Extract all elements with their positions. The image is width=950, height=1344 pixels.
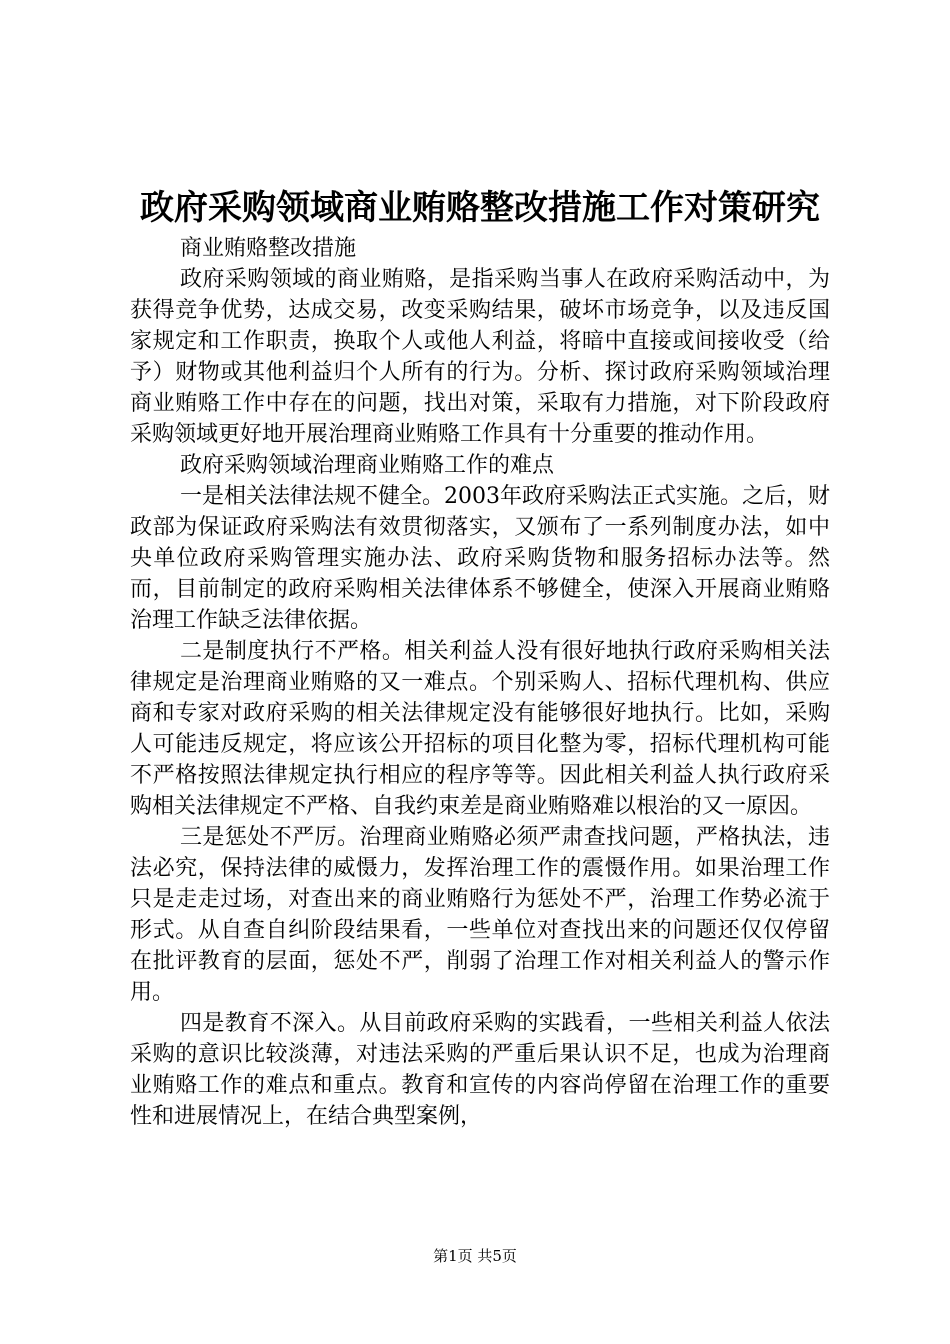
section-heading: 政府采购领域治理商业贿赂工作的难点 [180, 453, 555, 478]
page-footer: 第1页 共5页 [433, 1247, 517, 1265]
document-page [130, 183, 830, 1132]
document-title: 政府采购领域商业贿赂整改措施工作对策研究 [140, 188, 820, 228]
body-paragraph: 三是惩处不严厉。治理商业贿赂必须严肃查找问题，严格执法，违法必究，保持法律的威慑力，发挥治理工作的震慑作用。如果治理工作只是走走过场，对查出来的商业贿赂行为惩处不严，治理工作势必流于形式。从自查自纠阶段结果看，一些单位对查找出来的问题还仅仅停留在批评教育的层面，惩处不严，削弱了治理工作对相关利益人的警示作用。 [130, 825, 830, 1005]
document-body [130, 233, 830, 1132]
body-paragraph: 二是制度执行不严格。相关利益人没有很好地执行政府采购相关法律规定是治理商业贿赂的又一难点。个别采购人、招标代理机构、供应商和专家对政府采购的相关法律规定没有能够很好地执行。比如，采购人可能违反规定，将应该公开招标的项目化整为零，招标代理机构可能不严格按照法律规定执行相应的程序等等。因此相关利益人执行政府采购相关法律规定不严格、自我约束差是商业贿赂难以根治的又一原因。 [130, 639, 830, 819]
body-paragraph: 政府采购领域的商业贿赂，是指采购当事人在政府采购活动中，为获得竞争优势，达成交易，改变采购结果，破坏市场竞争，以及违反国家规定和工作职责，换取个人或他人利益，将暗中直接或间接收受（给予）财物或其他利益归个人所有的行为。分析、探讨政府采购领域治理商业贿赂工作中存在的问题，找出对策，采取有力措施，对下阶段政府采购领域更好地开展治理商业贿赂工作具有十分重要的推动作用。 [130, 267, 830, 447]
body-paragraph: 一是相关法律法规不健全。2003年政府采购法正式实施。之后，财政部为保证政府采购法有效贯彻落实，又颁布了一系列制度办法，如中央单位政府采购管理实施办法、政府采购货物和服务招标办法等。然而，目前制定的政府采购相关法律体系不够健全，使深入开展商业贿赂治理工作缺乏法律依据。 [130, 484, 830, 633]
section-heading: 商业贿赂整改措施 [180, 236, 357, 261]
body-paragraph: 四是教育不深入。从目前政府采购的实践看，一些相关利益人依法采购的意识比较淡薄，对违法采购的严重后果认识不足，也成为治理商业贿赂工作的难点和重点。教育和宣传的内容尚停留在治理工作的重要性和进展情况上，在结合典型案例， [130, 1011, 830, 1129]
